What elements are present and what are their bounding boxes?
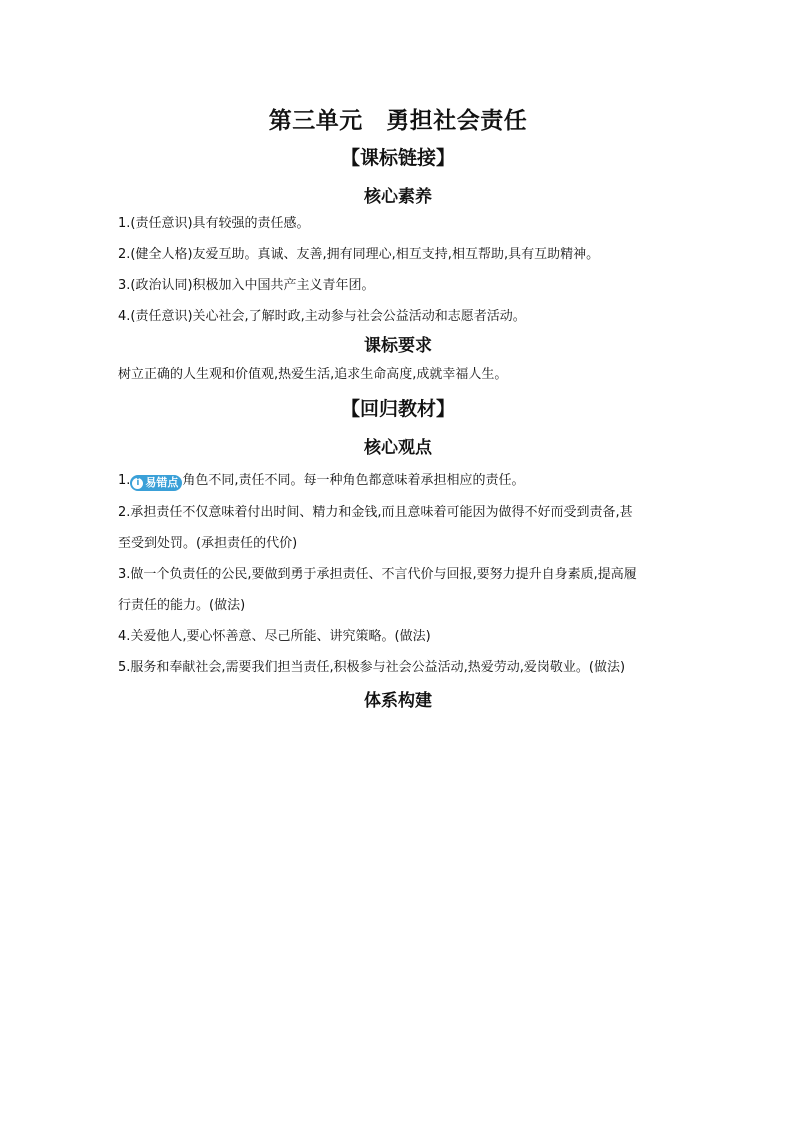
core-point-item-2-line-1: 2.承担责任不仅意味着付出时间、精力和金钱,而且意味着可能因为做得不好而受到责备,甚 xyxy=(118,505,633,520)
core-literacy-item-4: 4.(责任意识)关心社会,了解时政,主动参与社会公益活动和志愿者活动。 xyxy=(118,309,526,324)
core-points-list xyxy=(118,471,678,678)
core-literacy-item-1: 1.(责任意识)具有较强的责任感。 xyxy=(118,216,310,231)
core-literacy-item-2: 2.(健全人格)友爱互助。真诚、友善,拥有同理心,相互支持,相互帮助,具有互助精神。 xyxy=(118,247,600,262)
core-point-item-2-line-2: 至受到处罚。(承担责任的代价) xyxy=(118,536,298,551)
core-point-item-5: 5.服务和奉献社会,需要我们担当责任,积极参与社会公益活动,热爱劳动,爱岗敬业。(做法) xyxy=(118,660,626,675)
core-point-item-1-text: 角色不同,责任不同。每一种角色都意味着承担相应的责任。 xyxy=(182,473,525,488)
page-title: 第三单元 勇担社会责任 xyxy=(268,107,528,134)
core-point-item-4: 4.关爱他人,要心怀善意、尽己所能、讲究策略。(做法) xyxy=(118,629,431,644)
core-point-item-1 xyxy=(118,471,678,491)
core-literacy-list xyxy=(118,214,678,327)
core-point-item-1-number: 1. xyxy=(118,473,131,488)
error-prone-tag xyxy=(130,475,182,491)
subheading-core-literacy: 核心素养 xyxy=(364,187,432,207)
subheading-curriculum-requirement: 课标要求 xyxy=(364,336,432,356)
document-page xyxy=(118,96,678,714)
section-heading-textbook-review: 【回归教材】 xyxy=(340,398,455,420)
curriculum-requirement-text: 树立正确的人生观和价值观,热爱生活,追求生命高度,成就幸福人生。 xyxy=(118,367,508,382)
error-prone-tag-label: 易错点 xyxy=(145,476,179,489)
subheading-core-points: 核心观点 xyxy=(364,438,432,458)
section-heading-curriculum-link: 【课标链接】 xyxy=(340,147,455,169)
core-point-item-3-line-1: 3.做一个负责任的公民,要做到勇于承担责任、不言代价与回报,要努力提升自身素质,提高履 xyxy=(118,567,637,582)
core-point-item-3-line-2: 行责任的能力。(做法) xyxy=(118,598,246,613)
subheading-system-construction: 体系构建 xyxy=(364,691,432,711)
info-icon: i xyxy=(132,478,143,489)
core-literacy-item-3: 3.(政治认同)积极加入中国共产主义青年团。 xyxy=(118,278,375,293)
